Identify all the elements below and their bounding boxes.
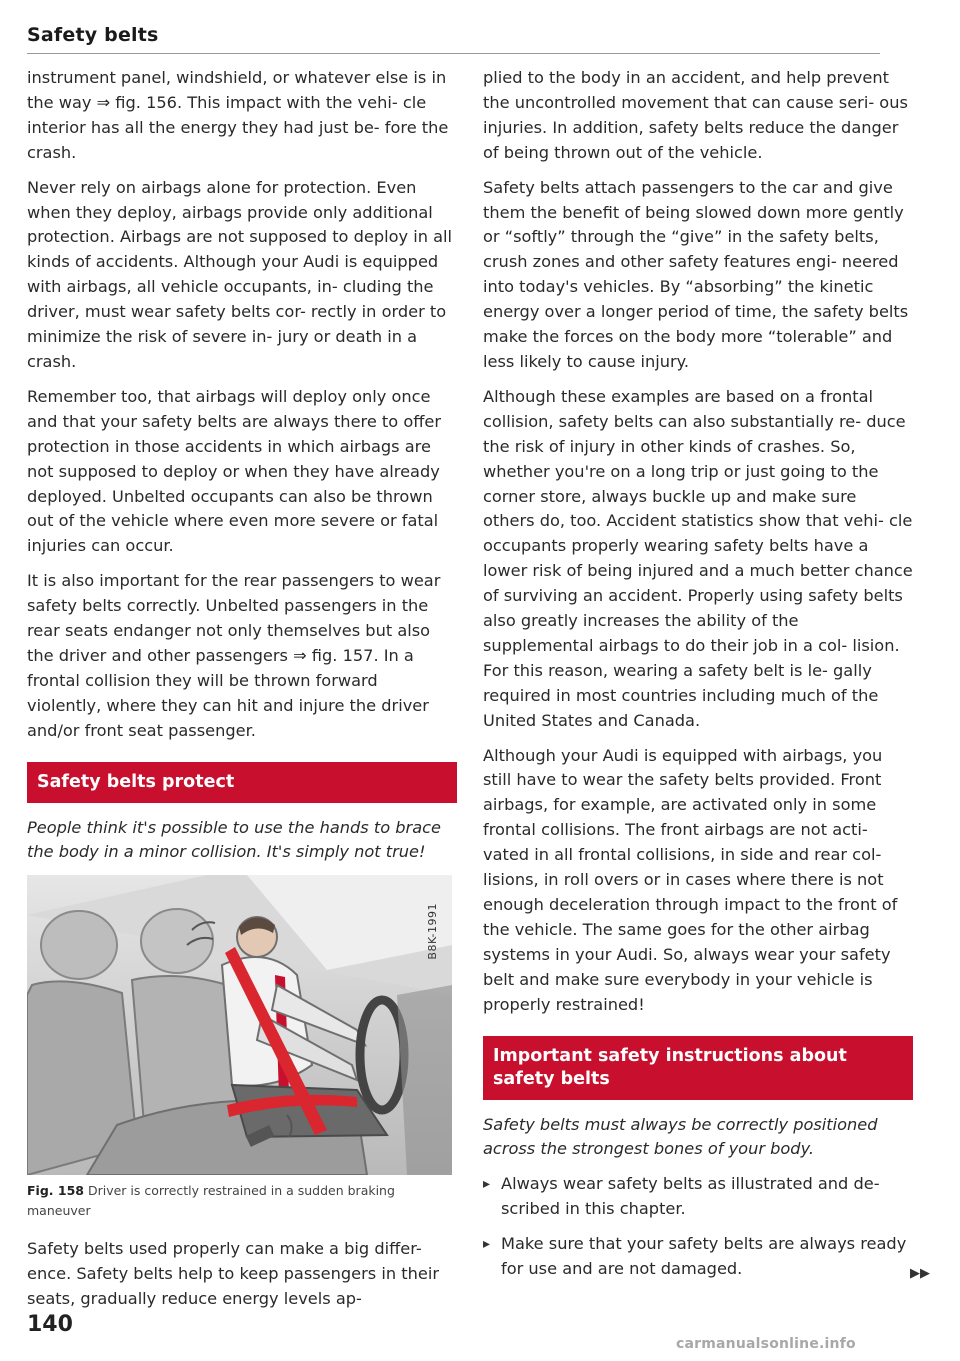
section-heading: Safety belts protect: [27, 762, 457, 803]
list-item: ▸ Make sure that your safety belts are always ready for use and are not damaged.: [483, 1232, 913, 1282]
figure-label: Fig. 158: [27, 1183, 84, 1199]
paragraph: Remember too, that airbags will deploy only once and that your safety belts are always there to offer protection in those accidents in which airbags are not supposed to deploy or when they have already deployed. Unbelted occupants can also be thrown out of the vehicle where even more severe or fatal injuries can occur.: [27, 386, 441, 556]
paragraph: plied to the body in an accident, and help prevent the uncontrolled movement that can cause seri- ous injuries. In addition, safety belts reduce the danger of being thrown out of the vehicle.: [483, 68, 908, 162]
continue-icon: ▶▶: [910, 1266, 930, 1281]
paragraph: Safety belts attach passengers to the car and give them the benefit of being slowed down more gently or “softly” through the “give” in the safety belts, crush zones and other safety features engi- neered into today's vehicles. By “absorbing” the kinetic energy over a longer period of time, the safety belts make the forces on the body more “tolerable” and less likely to cause injury.: [483, 177, 909, 371]
section-heading: Important safety instructions about safety belts: [483, 1036, 913, 1100]
running-head: Safety belts: [27, 24, 159, 46]
paragraph: Never rely on airbags alone for protection. Even when they deploy, airbags provide only additional protection. Airbags are not supposed to deploy in all kinds of accidents. Although your Audi is equipped with airbags, all vehicle occupants, in- cluding the driver, must wear safety belts cor- rectly in order to minimize the risk of severe in- jury or death in a crash.: [27, 177, 453, 371]
figure-code: B8K-1991: [426, 903, 440, 960]
list-item: ▸ Always wear safety belts as illustrated and de- scribed in this chapter.: [483, 1172, 913, 1222]
figure-driver-restrained: [27, 875, 452, 1175]
header-rule: [27, 53, 880, 54]
paragraph: Although these examples are based on a frontal collision, safety belts can also substantially re- duce the risk of injury in other kinds of crashes. So, whether you're on a long trip or just going to the corner store, always buckle up and make sure others do, too. Accident statistics show that vehi- cle occupants properly wearing safety belts have a lower risk of being injured and a much better chance of surviving an accident. Properly using safety belts also greatly increases the ability of the supplemental airbags to do their job in a col- lision. For this reason, wearing a safety belt is le- gally required in most countries including much of the United States and Canada.: [483, 386, 913, 730]
driver-illustration: [27, 875, 452, 1175]
paragraph: instrument panel, windshield, or whatever else is in the way ⇒ fig. 156. This impact with the vehi- cle interior has all the energy they had just be- fore the crash.: [27, 68, 449, 162]
page-number: 140: [27, 1312, 73, 1337]
paragraph: Although your Audi is equipped with airbags, you still have to wear the safety belts provided. Front airbags, for example, are activated only in some frontal collisions. The front airbags are not acti- vated in all frontal collisions, in side and rear col- lisions, in roll overs or in cases where there is not enough deceleration through impact to the front of the vehicle. The same goes for the other airbag systems in your Audi. So, always wear your safety belt and make sure everybody in your vehicle is properly restrained!: [483, 745, 898, 1014]
figure-caption-text: Driver is correctly restrained in a sudden braking maneuver: [27, 1183, 395, 1219]
section-intro: People think it's possible to use the hands to brace the body in a minor collision. It's simply not true!: [27, 817, 441, 862]
paragraph: It is also important for the rear passengers to wear safety belts correctly. Unbelted passengers in the rear seats endanger not only themselves but also the driver and other passengers ⇒ fig. 157. In a frontal collision they will be thrown forward violently, where they can hit and injure the driver and/or front seat passenger.: [27, 571, 441, 740]
figure-caption: [27, 1181, 457, 1221]
watermark: carmanualsonline.info: [676, 1336, 856, 1352]
right-column: [483, 66, 913, 1292]
section-intro: Safety belts must always be correctly positioned across the strongest bones of your body.: [483, 1114, 878, 1159]
paragraph: Safety belts used properly can make a big differ- ence. Safety belts help to keep passengers in their seats, gradually reduce energy levels ap-: [27, 1239, 439, 1309]
left-column: [27, 66, 457, 1322]
